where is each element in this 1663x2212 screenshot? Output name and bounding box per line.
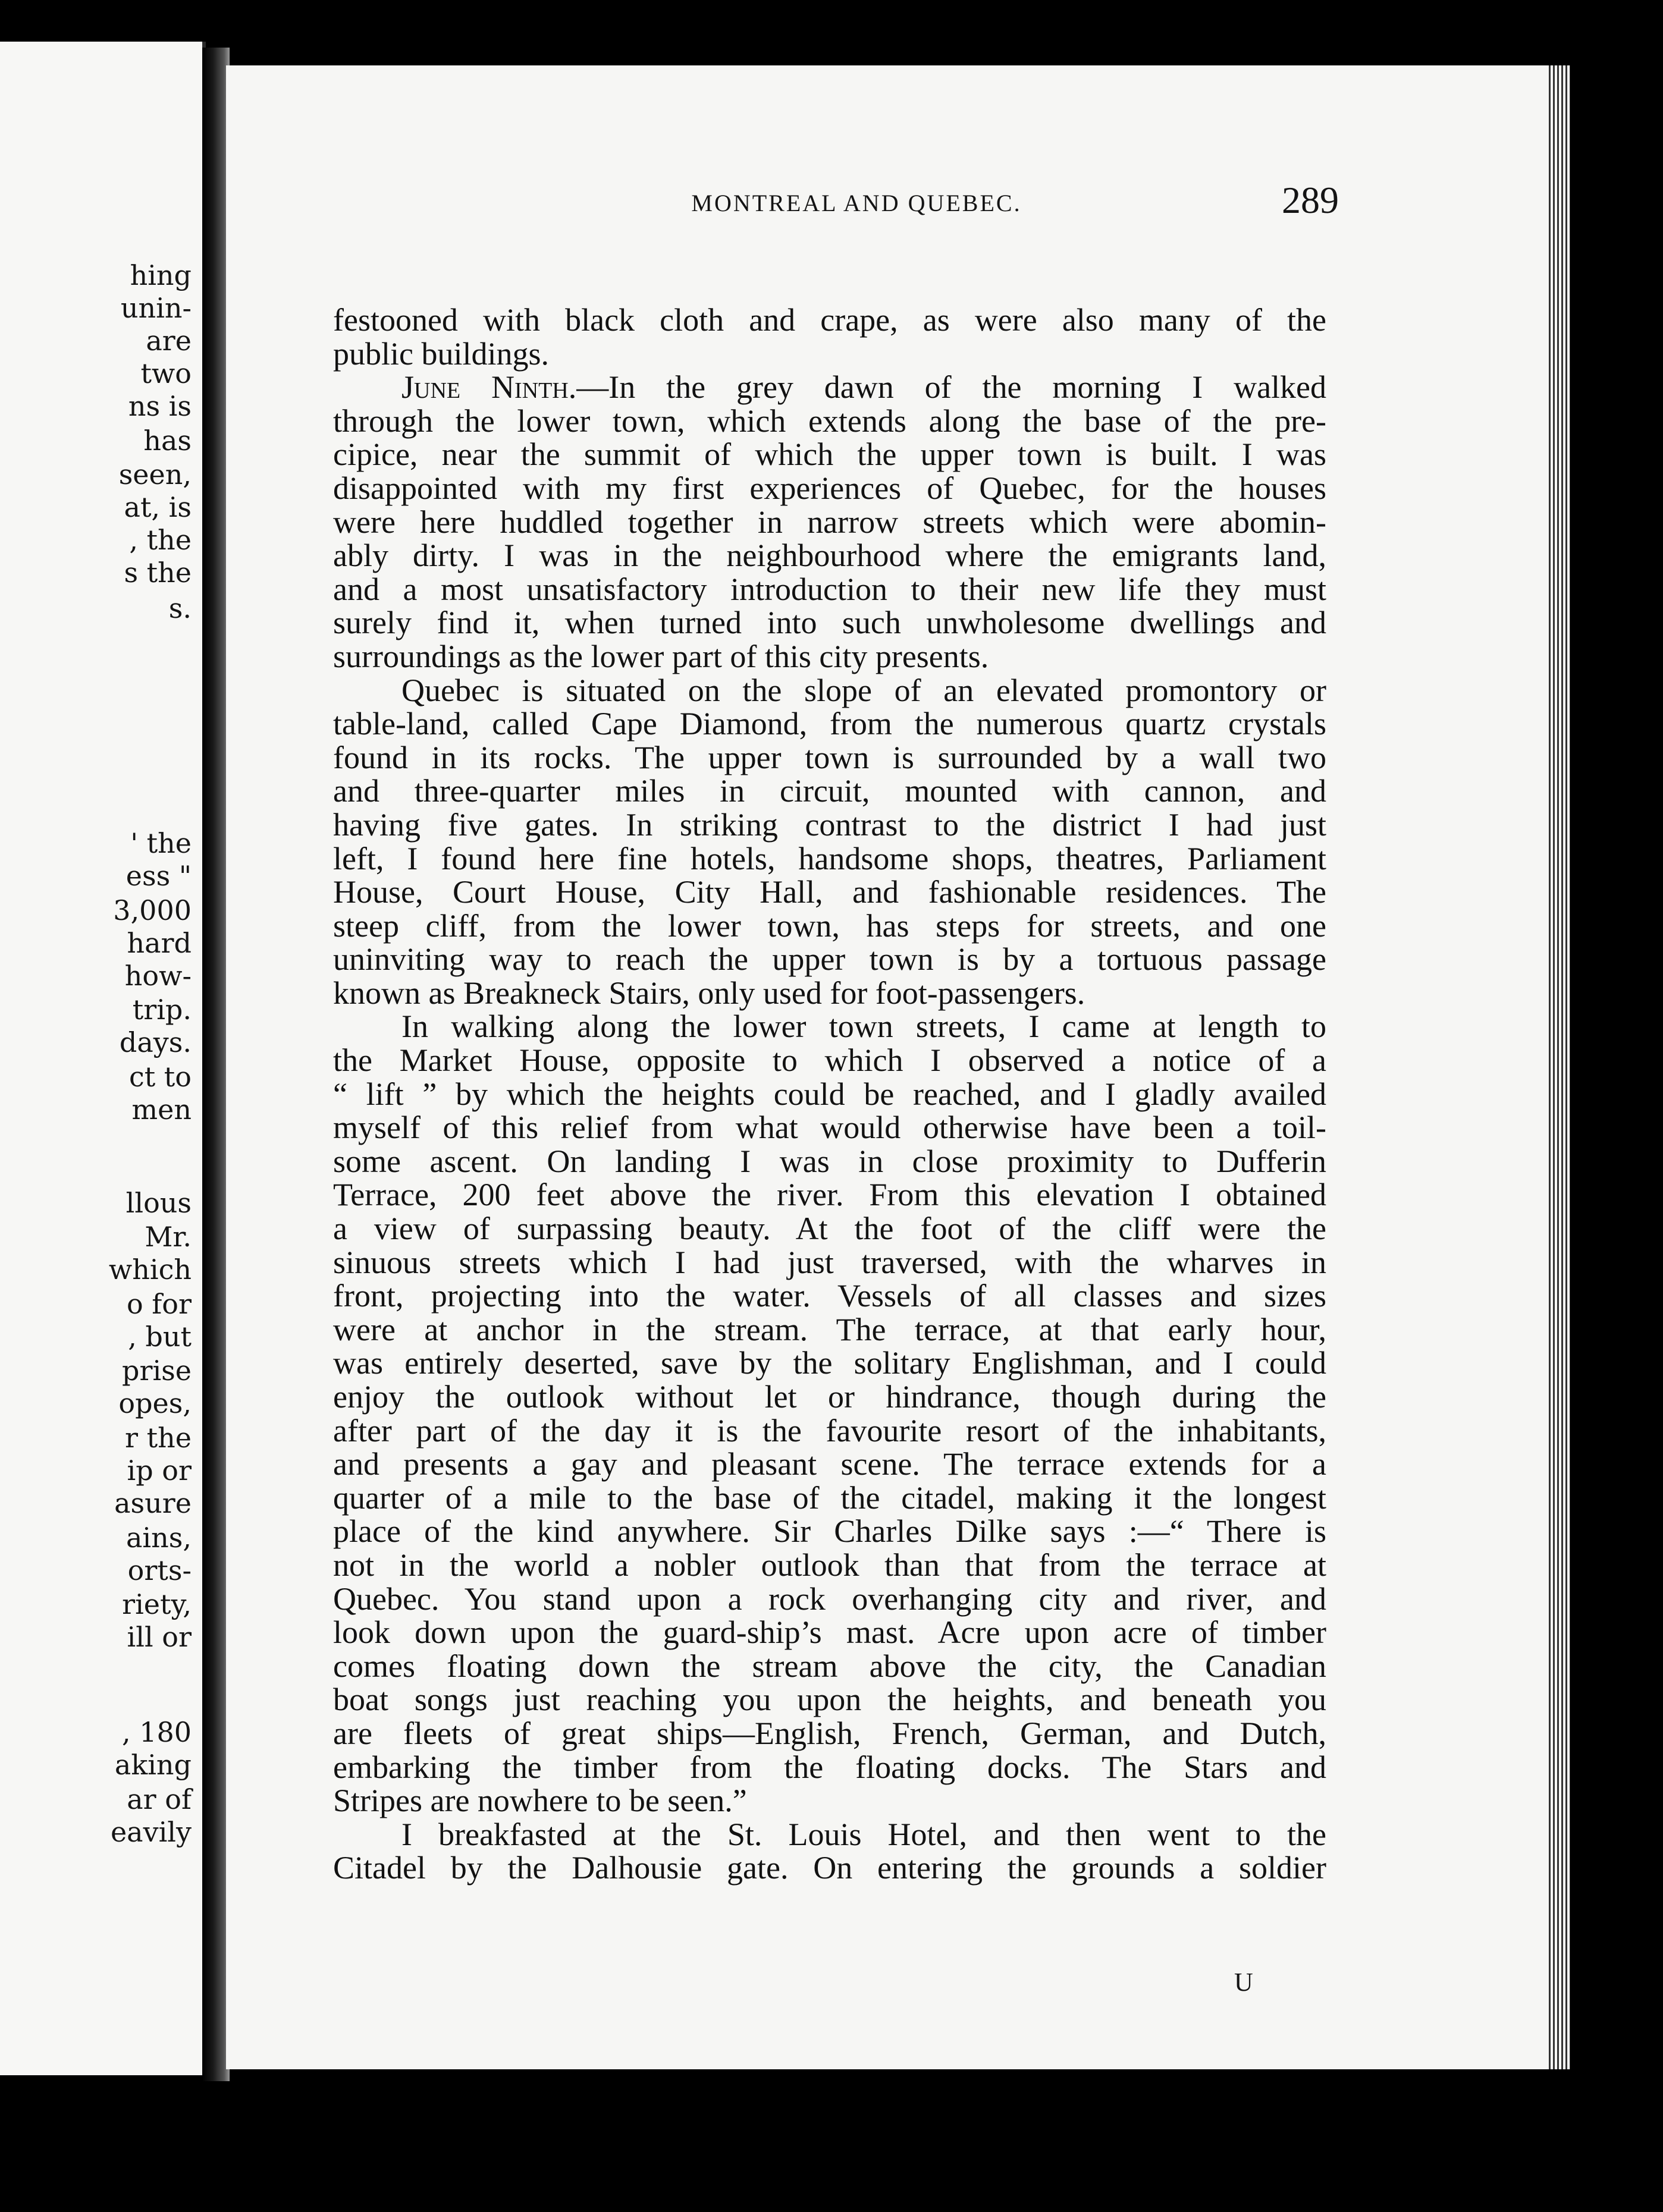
text-line: look down upon the guard-ship’s mast. Acre upon acre of timber bbox=[333, 1614, 1326, 1651]
text-line: place of the kind anywhere. Sir Charles Dilke says :—“ There is bbox=[333, 1513, 1326, 1550]
left-page-fragment: aking bbox=[114, 1749, 192, 1781]
left-page-edge bbox=[0, 42, 206, 2075]
text-line: Terrace, 200 feet above the river. From this elevation I obtained bbox=[333, 1177, 1326, 1213]
left-page-fragment: two bbox=[140, 357, 192, 389]
text-line: comes floating down the stream above the city, the Canadian bbox=[333, 1648, 1326, 1684]
text-line: Quebec. You stand upon a rock overhanging city and river, and bbox=[333, 1581, 1326, 1617]
text-line: Citadel by the Dalhousie gate. On entering the grounds a soldier bbox=[333, 1850, 1326, 1886]
text-line: known as Breakneck Stairs, only used for foot-passengers. bbox=[333, 975, 1085, 1011]
text-line: In walking along the lower town streets, I came at length to bbox=[401, 1008, 1326, 1045]
left-page-fragment: orts- bbox=[127, 1554, 192, 1586]
left-page-fragment: 3,000 bbox=[113, 894, 192, 926]
text-line: not in the world a nobler outlook than that from the terrace at bbox=[333, 1547, 1326, 1583]
left-page-fragment: prise bbox=[122, 1355, 192, 1387]
left-page-fragment: ess " bbox=[125, 860, 192, 892]
body-text bbox=[333, 303, 1326, 1885]
left-page-fragment: seen, bbox=[118, 458, 192, 491]
text-line bbox=[333, 370, 1326, 404]
text-line: uninviting way to reach the upper town is by a tortuous passage bbox=[333, 941, 1326, 978]
left-page-fragment: hing bbox=[130, 259, 192, 291]
left-page-fragment: Mr. bbox=[145, 1221, 192, 1253]
text-line: enjoy the outlook without let or hindrance, though during the bbox=[333, 1379, 1326, 1415]
text-line: festooned with black cloth and crape, as were also many of the bbox=[333, 302, 1326, 338]
text-line: Stripes are nowhere to be seen.” bbox=[333, 1783, 747, 1819]
left-page-fragment: days. bbox=[119, 1026, 192, 1058]
text-line: found in its rocks. The upper town is surrounded by a wall two bbox=[333, 739, 1326, 775]
text-line: ably dirty. I was in the neighbourhood where the emigrants land, bbox=[333, 538, 1326, 574]
page-number: 289 bbox=[1282, 179, 1339, 221]
text-line: the Market House, opposite to which I observed a notice of a bbox=[333, 1042, 1326, 1079]
text-line: having five gates. In striking contrast to the district I had just bbox=[333, 806, 1326, 843]
text-line: and a most unsatisfactory introduction to their new life they must bbox=[333, 571, 1326, 607]
left-page-fragment: ip or bbox=[127, 1454, 192, 1487]
left-page-fragment: are bbox=[146, 325, 192, 357]
text-line: were here huddled together in narrow streets which were abomin- bbox=[333, 504, 1326, 540]
text-line: embarking the timber from the floating docks. The Stars and bbox=[333, 1749, 1326, 1785]
left-page-fragment: trip. bbox=[132, 994, 192, 1026]
text-line: through the lower town, which extends along the base of the pre- bbox=[333, 403, 1326, 439]
text-line: front, projecting into the water. Vessels of all classes and sizes bbox=[333, 1278, 1326, 1314]
text-line: were at anchor in the stream. The terrace, at that early hour, bbox=[333, 1311, 1326, 1347]
text-line: left, I found here fine hotels, handsome shops, theatres, Parliament bbox=[333, 840, 1326, 876]
text-line: myself of this relief from what would otherwise have been a toil- bbox=[333, 1110, 1326, 1146]
text-line: sinuous streets which I had just traversed, with the wharves in bbox=[333, 1244, 1326, 1280]
left-page-fragment: , but bbox=[128, 1321, 192, 1353]
text-line: table-land, called Cape Diamond, from the numerous quartz crystals bbox=[333, 706, 1326, 742]
text-line: quarter of a mile to the base of the citadel, making it the longest bbox=[333, 1479, 1326, 1516]
left-page-fragment: s. bbox=[168, 592, 192, 624]
left-page-fragment: ' the bbox=[130, 827, 192, 859]
text-line: House, Court House, City Hall, and fashionable residences. The bbox=[333, 874, 1326, 910]
left-page-fragment: eavily bbox=[110, 1816, 192, 1848]
left-page-fragment: ains, bbox=[126, 1522, 192, 1554]
text-line: cipice, near the summit of which the upper town is built. I was bbox=[333, 436, 1326, 473]
running-head: MONTREAL AND QUEBEC. bbox=[691, 190, 1022, 216]
left-page-fragment: opes, bbox=[118, 1387, 192, 1419]
left-page-fragment: s the bbox=[124, 557, 192, 589]
text-line: “ lift ” by which the heights could be reached, and I gladly availed bbox=[333, 1076, 1326, 1112]
left-page-fragment: ar of bbox=[127, 1783, 192, 1815]
left-page-fragment: riety, bbox=[122, 1588, 192, 1620]
text-line: surely find it, when turned into such unwholesome dwellings and bbox=[333, 605, 1326, 641]
text-line: a view of surpassing beauty. At the foot of the cliff were the bbox=[333, 1211, 1326, 1247]
left-page-fragment: unin- bbox=[120, 292, 192, 324]
left-page-fragment: asure bbox=[114, 1487, 192, 1519]
text-line: was entirely deserted, save by the solitary Englishman, and I could bbox=[333, 1345, 1326, 1381]
left-page-fragment: men bbox=[131, 1094, 192, 1126]
text-line: and presents a gay and pleasant scene. The terrace extends for a bbox=[333, 1446, 1326, 1482]
left-page-fragment: which bbox=[108, 1253, 192, 1286]
left-page-fragment: , the bbox=[129, 524, 192, 556]
text-line: surroundings as the lower part of this city presents. bbox=[333, 638, 989, 674]
text-line: after part of the day it is the favourite resort of the inhabitants, bbox=[333, 1412, 1326, 1449]
text-line: steep cliff, from the lower town, has steps for streets, and one bbox=[333, 907, 1326, 944]
text-line: boat songs just reaching you upon the heights, and beneath you bbox=[333, 1682, 1326, 1718]
text-line: public buildings. bbox=[333, 335, 549, 372]
left-page-fragment: has bbox=[143, 425, 192, 457]
date-heading: June Ninth. bbox=[401, 369, 577, 406]
signature-mark: U bbox=[1234, 1968, 1253, 1997]
text-line: some ascent. On landing I was in close proximity to Dufferin bbox=[333, 1143, 1326, 1179]
left-page-fragment: r the bbox=[125, 1422, 192, 1454]
left-page-fragment: hard bbox=[127, 927, 192, 959]
left-page-fragment: ns is bbox=[128, 390, 192, 422]
left-page-fragment: llous bbox=[125, 1187, 192, 1219]
left-page-fragment: ct to bbox=[128, 1061, 192, 1093]
text-line: Quebec is situated on the slope of an elevated promontory or bbox=[401, 672, 1326, 708]
left-page-fragment: ill or bbox=[127, 1621, 192, 1653]
page-edge-stack bbox=[1546, 65, 1570, 2069]
left-page-fragment: at, is bbox=[124, 491, 192, 523]
text-line: and three-quarter miles in circuit, mounted with cannon, and bbox=[333, 773, 1326, 809]
left-page-fragment: o for bbox=[126, 1288, 192, 1320]
text-line: disappointed with my first experiences of Quebec, for the houses bbox=[333, 470, 1326, 506]
left-page-fragment: , 180 bbox=[121, 1716, 192, 1748]
text-line: I breakfasted at the St. Louis Hotel, and then went to the bbox=[401, 1816, 1326, 1852]
text-line: are fleets of great ships—English, French, German, and Dutch, bbox=[333, 1715, 1326, 1751]
text-line-content: —In the grey dawn of the morning I walked bbox=[576, 369, 1327, 406]
left-page-fragment: how- bbox=[124, 960, 192, 992]
